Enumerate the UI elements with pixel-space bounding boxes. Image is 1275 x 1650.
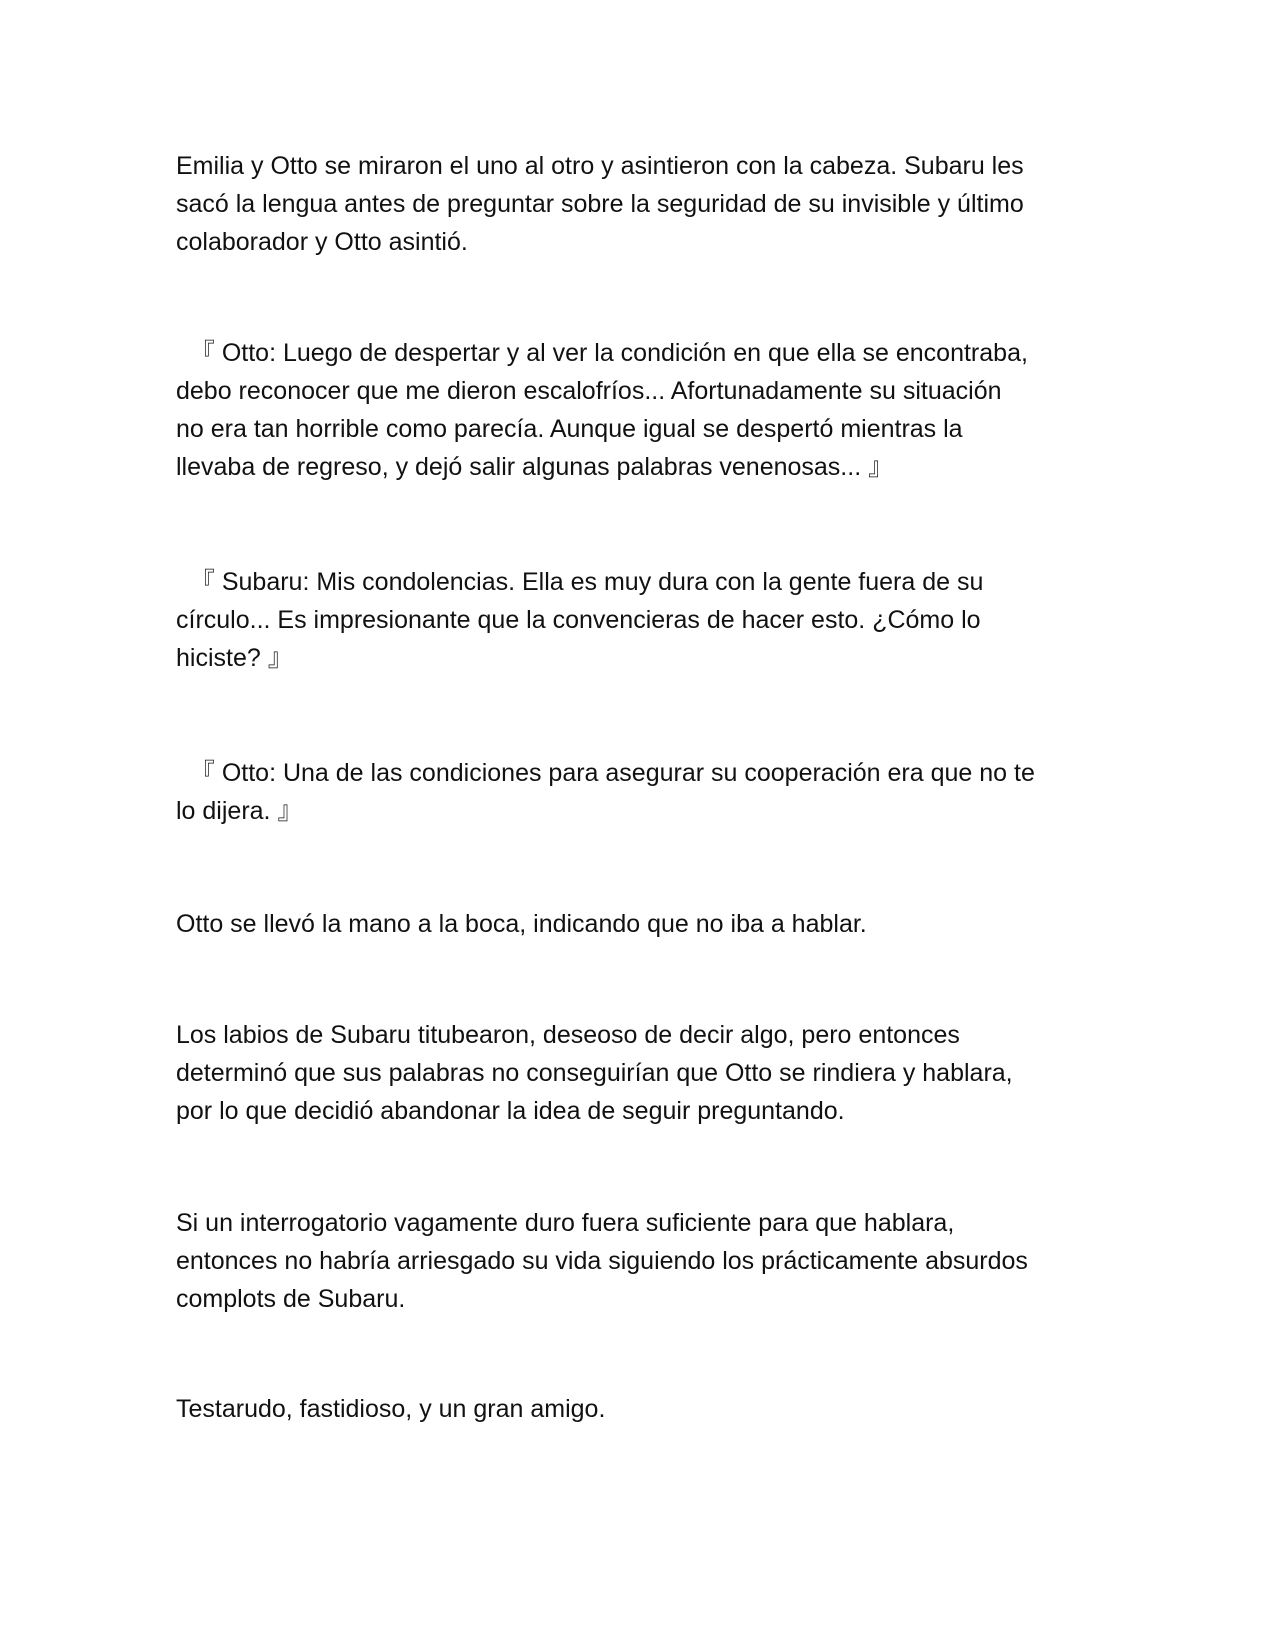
- paragraph-narration-2: Otto se llevó la mano a la boca, indicando que no iba a hablar.: [176, 910, 867, 938]
- paragraph-narration-3: Los labios de Subaru titubearon, deseoso de decir algo, pero entonces determinó que sus palabras no conseguirían que Otto se rindiera y hablara, por lo que decidió abandonar la idea de seguir preguntando.: [176, 1021, 1013, 1125]
- paragraph-dialogue-otto-2: 『 Otto: Una de las condiciones para asegurar su cooperación era que no te lo dijera. 』: [176, 759, 1035, 825]
- paragraph-dialogue-otto-1: 『 Otto: Luego de despertar y al ver la condición en que ella se encontraba, debo reconocer que me dieron escalofríos... Afortunadamente su situación no era tan horrible como parecía. Aunque igual se despertó mientras la llevaba de regreso, y dejó salir algunas palabras venenosas... 』: [176, 339, 1028, 481]
- paragraph-narration-1: Emilia y Otto se miraron el uno al otro y asintieron con la cabeza. Subaru les sacó la lengua antes de preguntar sobre la seguridad de su invisible y último colaborador y Otto asintió.: [176, 152, 1024, 256]
- paragraph-dialogue-subaru: 『 Subaru: Mis condolencias. Ella es muy dura con la gente fuera de su círculo... Es impresionante que la convencieras de hacer esto. ¿Cómo lo hiciste? 』: [176, 568, 984, 672]
- paragraph-narration-5: Testarudo, fastidioso, y un gran amigo.: [176, 1395, 606, 1423]
- paragraph-narration-4: Si un interrogatorio vagamente duro fuera suficiente para que hablara, entonces no habría arriesgado su vida siguiendo los prácticamente absurdos complots de Subaru.: [176, 1209, 1028, 1313]
